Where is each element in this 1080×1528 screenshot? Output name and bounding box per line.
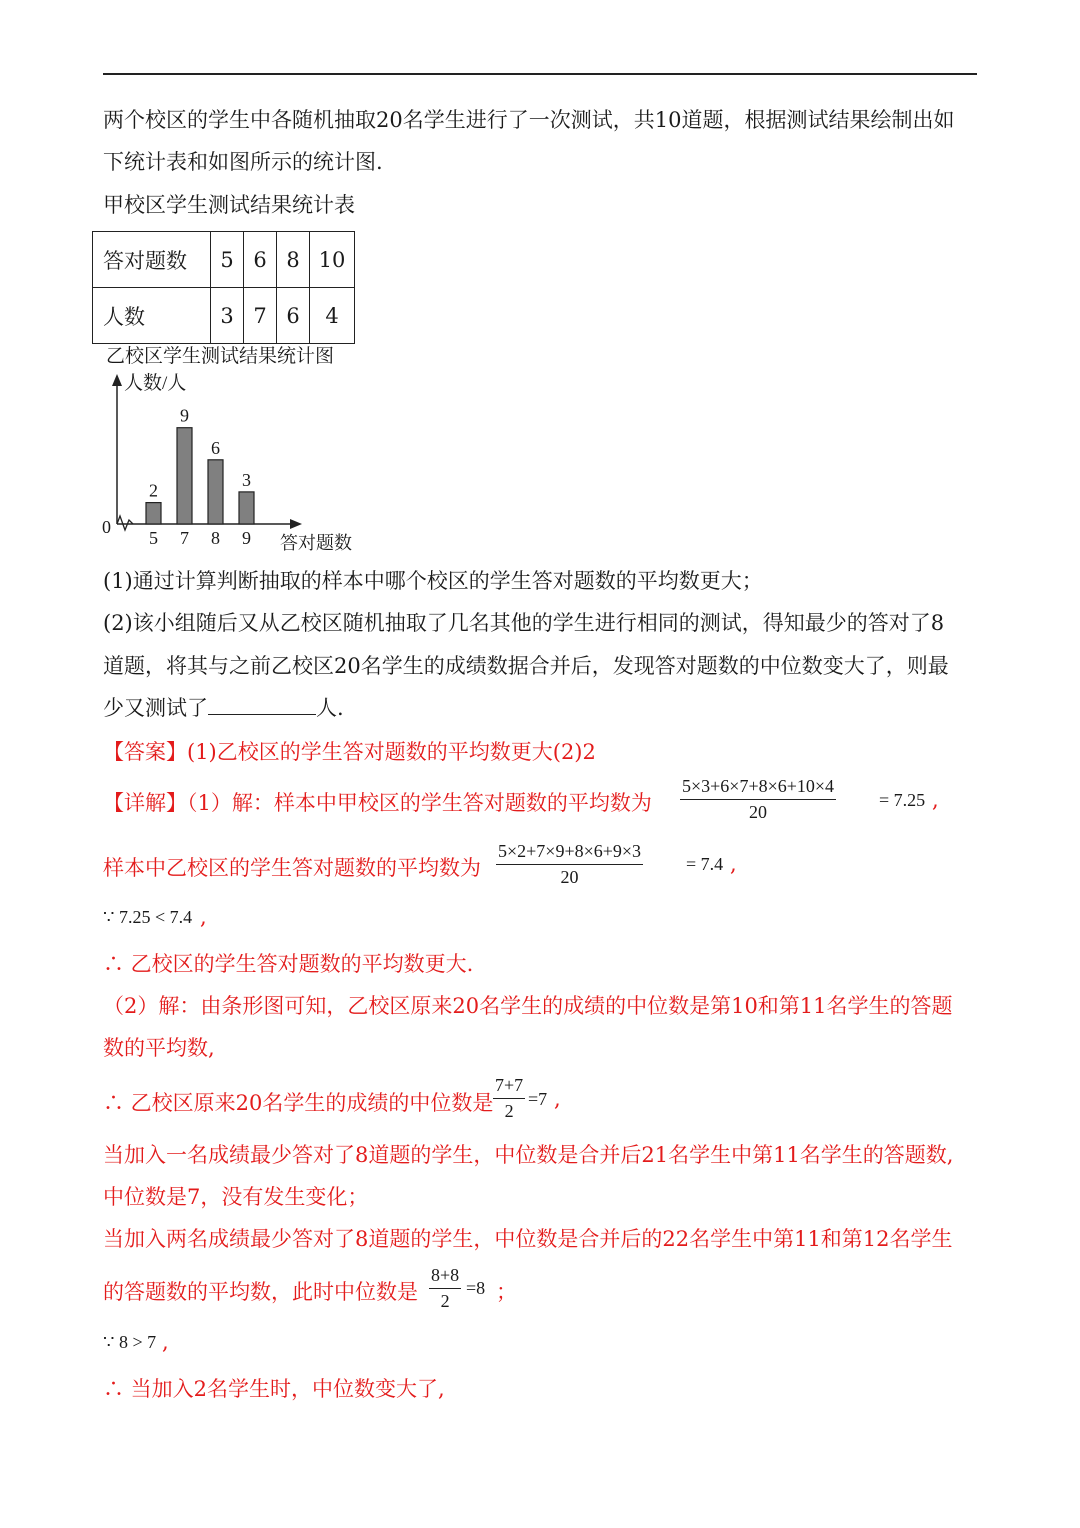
- detail-p1-text: （1）解：样本中甲校区的学生答对题数的平均数为: [187, 791, 652, 815]
- header-rule: [103, 73, 977, 75]
- fraction-original-median: [493, 1075, 525, 1122]
- school-a-table: [92, 231, 355, 344]
- fraction-new-median: [429, 1265, 461, 1312]
- comparison-math-2: ∵ 8 > 7: [103, 1332, 157, 1352]
- table-cell: 6: [277, 288, 310, 344]
- fraction-school-b-mean: [496, 841, 643, 888]
- fraction-denominator: 20: [560, 867, 579, 887]
- bar-5: [146, 503, 161, 524]
- original-median-result: =7: [528, 1089, 548, 1109]
- school-b-mean-result: = 7.4: [686, 854, 724, 874]
- answer-blank: [208, 696, 316, 715]
- answer-tag: 【答案】: [103, 740, 187, 764]
- fraction-numerator: 8+8: [429, 1265, 461, 1289]
- new-median-result: =8: [466, 1278, 486, 1298]
- bar-value-label: 9: [180, 405, 189, 426]
- detail-p7-line-2: 中位数是7，没有发生变化；: [103, 1185, 369, 1209]
- intro-line-1: 两个校区的学生中各随机抽取20名学生进行了一次测试，共10道题，根据测试结果绘制出如: [103, 108, 955, 132]
- table-title: 甲校区学生测试结果统计表: [103, 193, 355, 217]
- bar-value-label: 2: [149, 480, 158, 501]
- fraction-numerator: 5×2+7×9+8×6+9×3: [496, 841, 643, 865]
- comma: ,: [162, 1330, 169, 1354]
- comma: ,: [200, 905, 207, 929]
- fraction-denominator: 20: [749, 802, 768, 822]
- school-b-bar-chart: [0, 340, 380, 555]
- school-a-mean-result: = 7.25: [879, 790, 926, 810]
- x-axis-label: 答对题数: [280, 533, 352, 553]
- detail-p8-line-1: 当加入两名成绩最少答对了8道题的学生，中位数是合并后的22名学生中第11和第12名学生: [103, 1227, 953, 1251]
- table-cell: 3: [211, 288, 244, 344]
- detail-p10-text: ∴ 当加入2名学生时，中位数变大了,: [103, 1377, 445, 1401]
- table-cell: 7: [244, 288, 277, 344]
- question-1: (1)通过计算判断抽取的样本中哪个校区的学生答对题数的平均数更大；: [103, 569, 763, 593]
- axis-break-icon: [117, 516, 133, 530]
- detail-p2-text: 样本中乙校区的学生答对题数的平均数为: [103, 856, 481, 880]
- x-axis-arrow-icon: [290, 519, 302, 529]
- detail-p5-line-1: （2）解：由条形图可知，乙校区原来20名学生的成绩的中位数是第10和第11名学生的答题: [103, 994, 953, 1018]
- bar-9: [239, 492, 254, 524]
- fraction-denominator: 2: [504, 1101, 514, 1121]
- fraction-denominator: 2: [440, 1291, 450, 1311]
- comma: ,: [932, 788, 939, 812]
- intro-line-2: 下统计表和如图所示的统计图.: [103, 150, 383, 174]
- table-header-cell: 人数: [93, 288, 211, 344]
- semicolon: ；: [496, 1280, 517, 1304]
- question-2-line-3-post: 人.: [316, 696, 344, 720]
- question-2-line-2: 道题，将其与之前乙校区20名学生的成绩数据合并后，发现答对题数的中位数变大了，则最: [103, 654, 949, 678]
- origin-label: 0: [102, 517, 111, 537]
- comma: ,: [730, 852, 737, 876]
- detail-line-1: [103, 787, 652, 817]
- detail-p6-text: ∴ 乙校区原来20名学生的成绩的中位数是: [103, 1091, 494, 1115]
- bar-value-label: 3: [242, 469, 251, 490]
- bar-value-label: 6: [211, 437, 220, 458]
- question-2-line-3-pre: 少又测试了: [103, 696, 208, 720]
- question-2-line-1: (2)该小组随后又从乙校区随机抽取了几名其他的学生进行相同的测试，得知最少的答对了8: [103, 611, 945, 635]
- comparison-math: ∵ 7.25 < 7.4: [103, 907, 193, 927]
- detail-p5-line-2: 数的平均数,: [103, 1036, 215, 1060]
- detail-p7-line-1: 当加入一名成绩最少答对了8道题的学生，中位数是合并后21名学生中第11名学生的答题数,: [103, 1143, 954, 1167]
- table-cell: 10: [310, 232, 355, 288]
- fraction-numerator: 5×3+6×7+8×6+10×4: [680, 776, 836, 800]
- fraction-numerator: 7+7: [493, 1075, 525, 1099]
- answer-text: (1)乙校区的学生答对题数的平均数更大(2)2: [187, 740, 596, 764]
- bar-8: [208, 460, 223, 524]
- x-tick-label: 9: [242, 528, 251, 548]
- x-tick-label: 7: [180, 528, 189, 548]
- table-cell: 5: [211, 232, 244, 288]
- answer-line: [103, 736, 596, 766]
- x-tick-label: 8: [211, 528, 220, 548]
- table-cell: 8: [277, 232, 310, 288]
- y-axis-label: 人数/人: [124, 373, 187, 394]
- table-cell: 4: [310, 288, 355, 344]
- detail-p4-text: ∴ 乙校区的学生答对题数的平均数更大.: [103, 952, 474, 976]
- bar-7: [177, 428, 192, 524]
- fraction-school-a-mean: [680, 776, 836, 823]
- table-cell: 6: [244, 232, 277, 288]
- question-2-line-3: [103, 692, 344, 722]
- chart-title: 乙校区学生测试结果统计图: [106, 346, 335, 367]
- table-header-cell: 答对题数: [93, 232, 211, 288]
- comma: ,: [554, 1087, 561, 1111]
- detail-tag: 【详解】: [103, 791, 187, 815]
- table-row: [93, 232, 355, 288]
- y-axis-arrow-icon: [112, 374, 122, 386]
- detail-p8-line-2: 的答题数的平均数，此时中位数是: [103, 1280, 418, 1304]
- table-row: [93, 288, 355, 344]
- x-tick-label: 5: [149, 528, 158, 548]
